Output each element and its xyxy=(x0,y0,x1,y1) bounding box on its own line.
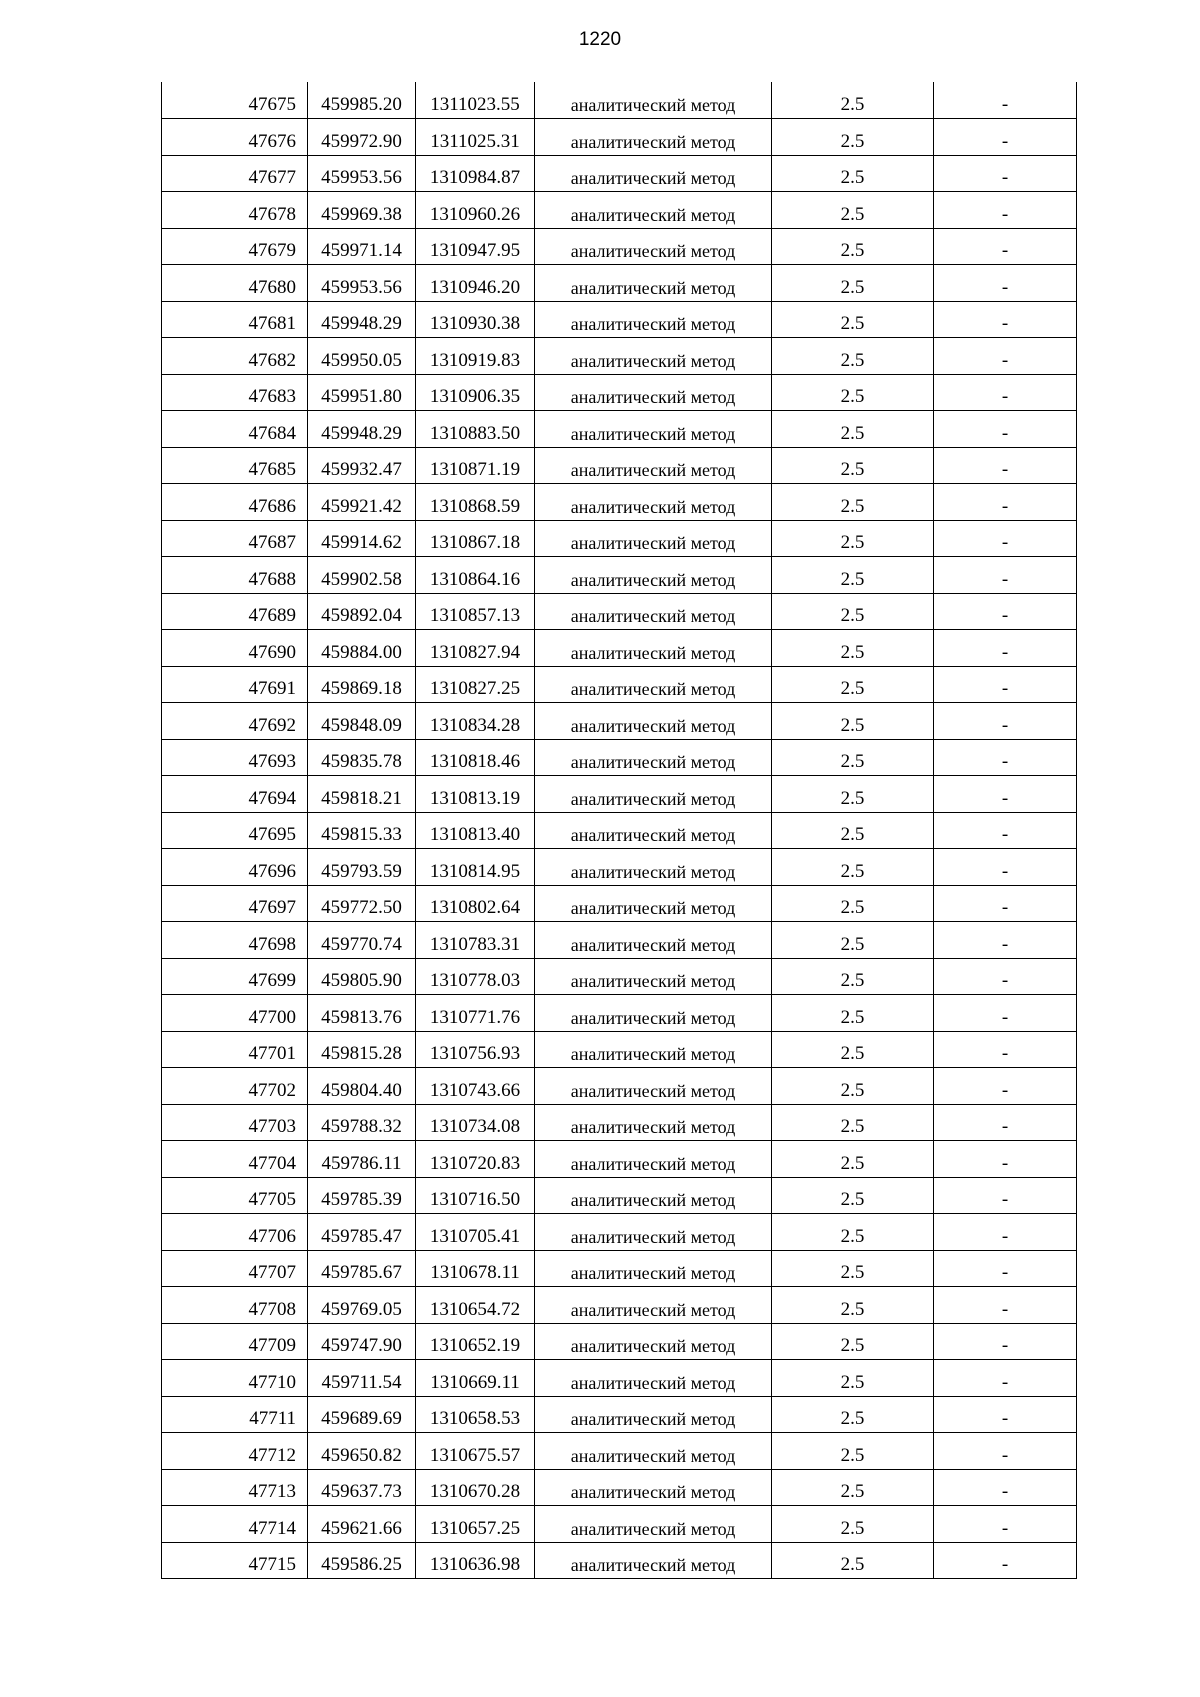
point-number-cell: 47691 xyxy=(162,666,308,703)
method-cell: аналитический метод xyxy=(535,557,772,594)
y-coordinate-cell: 1310834.28 xyxy=(416,703,535,740)
note-cell: - xyxy=(934,1396,1077,1433)
x-coordinate-cell: 459815.28 xyxy=(308,1031,416,1068)
point-number-cell: 47684 xyxy=(162,411,308,448)
table-row xyxy=(162,1360,1077,1397)
point-number-cell: 47694 xyxy=(162,776,308,813)
accuracy-cell: 2.5 xyxy=(772,849,934,886)
table-row xyxy=(162,1506,1077,1543)
method-cell: аналитический метод xyxy=(535,1469,772,1506)
method-cell: аналитический метод xyxy=(535,1214,772,1251)
point-number-cell: 47703 xyxy=(162,1104,308,1141)
y-coordinate-cell: 1310864.16 xyxy=(416,557,535,594)
y-coordinate-cell: 1310868.59 xyxy=(416,484,535,521)
method-cell: аналитический метод xyxy=(535,228,772,265)
note-cell: - xyxy=(934,739,1077,776)
y-coordinate-cell: 1310984.87 xyxy=(416,155,535,192)
y-coordinate-cell: 1310867.18 xyxy=(416,520,535,557)
point-number-cell: 47699 xyxy=(162,958,308,995)
x-coordinate-cell: 459818.21 xyxy=(308,776,416,813)
method-cell: аналитический метод xyxy=(535,1506,772,1543)
note-cell: - xyxy=(934,593,1077,630)
y-coordinate-cell: 1310883.50 xyxy=(416,411,535,448)
x-coordinate-cell: 459637.73 xyxy=(308,1469,416,1506)
accuracy-cell: 2.5 xyxy=(772,228,934,265)
point-number-cell: 47695 xyxy=(162,812,308,849)
table-row xyxy=(162,593,1077,630)
table-row xyxy=(162,1396,1077,1433)
y-coordinate-cell: 1310827.94 xyxy=(416,630,535,667)
table-row xyxy=(162,630,1077,667)
point-number-cell: 47675 xyxy=(162,82,308,119)
y-coordinate-cell: 1310705.41 xyxy=(416,1214,535,1251)
point-number-cell: 47701 xyxy=(162,1031,308,1068)
point-number-cell: 47698 xyxy=(162,922,308,959)
point-number-cell: 47692 xyxy=(162,703,308,740)
note-cell: - xyxy=(934,192,1077,229)
table-row xyxy=(162,338,1077,375)
x-coordinate-cell: 459953.56 xyxy=(308,265,416,302)
table-row xyxy=(162,1250,1077,1287)
note-cell: - xyxy=(934,301,1077,338)
accuracy-cell: 2.5 xyxy=(772,1360,934,1397)
point-number-cell: 47690 xyxy=(162,630,308,667)
method-cell: аналитический метод xyxy=(535,922,772,959)
note-cell: - xyxy=(934,1068,1077,1105)
point-number-cell: 47706 xyxy=(162,1214,308,1251)
y-coordinate-cell: 1310670.28 xyxy=(416,1469,535,1506)
x-coordinate-cell: 459788.32 xyxy=(308,1104,416,1141)
y-coordinate-cell: 1310930.38 xyxy=(416,301,535,338)
accuracy-cell: 2.5 xyxy=(772,1177,934,1214)
method-cell: аналитический метод xyxy=(535,1031,772,1068)
x-coordinate-cell: 459621.66 xyxy=(308,1506,416,1543)
accuracy-cell: 2.5 xyxy=(772,812,934,849)
table-row xyxy=(162,557,1077,594)
note-cell: - xyxy=(934,1433,1077,1470)
x-coordinate-cell: 459948.29 xyxy=(308,301,416,338)
point-number-cell: 47688 xyxy=(162,557,308,594)
method-cell: аналитический метод xyxy=(535,1396,772,1433)
method-cell: аналитический метод xyxy=(535,447,772,484)
method-cell: аналитический метод xyxy=(535,411,772,448)
table-row xyxy=(162,885,1077,922)
note-cell: - xyxy=(934,1177,1077,1214)
table-row xyxy=(162,812,1077,849)
table-row xyxy=(162,739,1077,776)
x-coordinate-cell: 459793.59 xyxy=(308,849,416,886)
accuracy-cell: 2.5 xyxy=(772,1396,934,1433)
accuracy-cell: 2.5 xyxy=(772,630,934,667)
method-cell: аналитический метод xyxy=(535,849,772,886)
point-number-cell: 47708 xyxy=(162,1287,308,1324)
table-row xyxy=(162,155,1077,192)
method-cell: аналитический метод xyxy=(535,666,772,703)
coordinates-table xyxy=(161,82,1077,1579)
y-coordinate-cell: 1311023.55 xyxy=(416,82,535,119)
table-row xyxy=(162,776,1077,813)
accuracy-cell: 2.5 xyxy=(772,338,934,375)
note-cell: - xyxy=(934,1323,1077,1360)
y-coordinate-cell: 1310857.13 xyxy=(416,593,535,630)
y-coordinate-cell: 1310960.26 xyxy=(416,192,535,229)
note-cell: - xyxy=(934,374,1077,411)
x-coordinate-cell: 459786.11 xyxy=(308,1141,416,1178)
y-coordinate-cell: 1310906.35 xyxy=(416,374,535,411)
accuracy-cell: 2.5 xyxy=(772,1542,934,1579)
point-number-cell: 47679 xyxy=(162,228,308,265)
accuracy-cell: 2.5 xyxy=(772,411,934,448)
method-cell: аналитический метод xyxy=(535,593,772,630)
x-coordinate-cell: 459805.90 xyxy=(308,958,416,995)
method-cell: аналитический метод xyxy=(535,265,772,302)
accuracy-cell: 2.5 xyxy=(772,995,934,1032)
y-coordinate-cell: 1310802.64 xyxy=(416,885,535,922)
note-cell: - xyxy=(934,484,1077,521)
accuracy-cell: 2.5 xyxy=(772,119,934,156)
y-coordinate-cell: 1310813.40 xyxy=(416,812,535,849)
x-coordinate-cell: 459785.67 xyxy=(308,1250,416,1287)
point-number-cell: 47689 xyxy=(162,593,308,630)
point-number-cell: 47704 xyxy=(162,1141,308,1178)
accuracy-cell: 2.5 xyxy=(772,265,934,302)
table-row xyxy=(162,1469,1077,1506)
x-coordinate-cell: 459785.47 xyxy=(308,1214,416,1251)
accuracy-cell: 2.5 xyxy=(772,1469,934,1506)
method-cell: аналитический метод xyxy=(535,995,772,1032)
method-cell: аналитический метод xyxy=(535,885,772,922)
x-coordinate-cell: 459772.50 xyxy=(308,885,416,922)
table-row xyxy=(162,82,1077,119)
note-cell: - xyxy=(934,776,1077,813)
note-cell: - xyxy=(934,812,1077,849)
accuracy-cell: 2.5 xyxy=(772,1031,934,1068)
accuracy-cell: 2.5 xyxy=(772,1506,934,1543)
method-cell: аналитический метод xyxy=(535,812,772,849)
note-cell: - xyxy=(934,228,1077,265)
point-number-cell: 47683 xyxy=(162,374,308,411)
y-coordinate-cell: 1310678.11 xyxy=(416,1250,535,1287)
point-number-cell: 47682 xyxy=(162,338,308,375)
method-cell: аналитический метод xyxy=(535,338,772,375)
table-row xyxy=(162,958,1077,995)
method-cell: аналитический метод xyxy=(535,82,772,119)
x-coordinate-cell: 459770.74 xyxy=(308,922,416,959)
accuracy-cell: 2.5 xyxy=(772,1214,934,1251)
y-coordinate-cell: 1310652.19 xyxy=(416,1323,535,1360)
y-coordinate-cell: 1310743.66 xyxy=(416,1068,535,1105)
x-coordinate-cell: 459711.54 xyxy=(308,1360,416,1397)
x-coordinate-cell: 459985.20 xyxy=(308,82,416,119)
y-coordinate-cell: 1310783.31 xyxy=(416,922,535,959)
y-coordinate-cell: 1311025.31 xyxy=(416,119,535,156)
table-row xyxy=(162,520,1077,557)
note-cell: - xyxy=(934,119,1077,156)
x-coordinate-cell: 459689.69 xyxy=(308,1396,416,1433)
table-row xyxy=(162,1542,1077,1579)
method-cell: аналитический метод xyxy=(535,1433,772,1470)
point-number-cell: 47693 xyxy=(162,739,308,776)
x-coordinate-cell: 459804.40 xyxy=(308,1068,416,1105)
x-coordinate-cell: 459932.47 xyxy=(308,447,416,484)
note-cell: - xyxy=(934,666,1077,703)
note-cell: - xyxy=(934,447,1077,484)
y-coordinate-cell: 1310734.08 xyxy=(416,1104,535,1141)
y-coordinate-cell: 1310871.19 xyxy=(416,447,535,484)
point-number-cell: 47714 xyxy=(162,1506,308,1543)
x-coordinate-cell: 459785.39 xyxy=(308,1177,416,1214)
x-coordinate-cell: 459972.90 xyxy=(308,119,416,156)
y-coordinate-cell: 1310947.95 xyxy=(416,228,535,265)
accuracy-cell: 2.5 xyxy=(772,958,934,995)
table-row xyxy=(162,849,1077,886)
method-cell: аналитический метод xyxy=(535,301,772,338)
table-row xyxy=(162,447,1077,484)
note-cell: - xyxy=(934,520,1077,557)
x-coordinate-cell: 459815.33 xyxy=(308,812,416,849)
point-number-cell: 47678 xyxy=(162,192,308,229)
y-coordinate-cell: 1310946.20 xyxy=(416,265,535,302)
table-row xyxy=(162,411,1077,448)
x-coordinate-cell: 459813.76 xyxy=(308,995,416,1032)
point-number-cell: 47687 xyxy=(162,520,308,557)
method-cell: аналитический метод xyxy=(535,1360,772,1397)
accuracy-cell: 2.5 xyxy=(772,1250,934,1287)
y-coordinate-cell: 1310654.72 xyxy=(416,1287,535,1324)
method-cell: аналитический метод xyxy=(535,703,772,740)
note-cell: - xyxy=(934,1360,1077,1397)
x-coordinate-cell: 459969.38 xyxy=(308,192,416,229)
x-coordinate-cell: 459848.09 xyxy=(308,703,416,740)
method-cell: аналитический метод xyxy=(535,1104,772,1141)
note-cell: - xyxy=(934,265,1077,302)
point-number-cell: 47676 xyxy=(162,119,308,156)
note-cell: - xyxy=(934,1031,1077,1068)
note-cell: - xyxy=(934,1250,1077,1287)
method-cell: аналитический метод xyxy=(535,1250,772,1287)
point-number-cell: 47711 xyxy=(162,1396,308,1433)
point-number-cell: 47696 xyxy=(162,849,308,886)
y-coordinate-cell: 1310675.57 xyxy=(416,1433,535,1470)
x-coordinate-cell: 459914.62 xyxy=(308,520,416,557)
accuracy-cell: 2.5 xyxy=(772,739,934,776)
note-cell: - xyxy=(934,1104,1077,1141)
x-coordinate-cell: 459835.78 xyxy=(308,739,416,776)
table-row xyxy=(162,922,1077,959)
method-cell: аналитический метод xyxy=(535,630,772,667)
accuracy-cell: 2.5 xyxy=(772,155,934,192)
method-cell: аналитический метод xyxy=(535,776,772,813)
table-row xyxy=(162,703,1077,740)
note-cell: - xyxy=(934,557,1077,594)
note-cell: - xyxy=(934,411,1077,448)
y-coordinate-cell: 1310658.53 xyxy=(416,1396,535,1433)
page-number: 1220 xyxy=(578,29,622,50)
table-row xyxy=(162,374,1077,411)
note-cell: - xyxy=(934,630,1077,667)
point-number-cell: 47702 xyxy=(162,1068,308,1105)
x-coordinate-cell: 459650.82 xyxy=(308,1433,416,1470)
accuracy-cell: 2.5 xyxy=(772,82,934,119)
point-number-cell: 47697 xyxy=(162,885,308,922)
table-row xyxy=(162,192,1077,229)
x-coordinate-cell: 459951.80 xyxy=(308,374,416,411)
y-coordinate-cell: 1310657.25 xyxy=(416,1506,535,1543)
x-coordinate-cell: 459769.05 xyxy=(308,1287,416,1324)
table-row xyxy=(162,484,1077,521)
point-number-cell: 47680 xyxy=(162,265,308,302)
table-row xyxy=(162,1287,1077,1324)
note-cell: - xyxy=(934,338,1077,375)
accuracy-cell: 2.5 xyxy=(772,557,934,594)
table-row xyxy=(162,1433,1077,1470)
table-row xyxy=(162,1031,1077,1068)
accuracy-cell: 2.5 xyxy=(772,1323,934,1360)
table-row xyxy=(162,228,1077,265)
method-cell: аналитический метод xyxy=(535,374,772,411)
method-cell: аналитический метод xyxy=(535,1542,772,1579)
y-coordinate-cell: 1310814.95 xyxy=(416,849,535,886)
table-row xyxy=(162,301,1077,338)
note-cell: - xyxy=(934,958,1077,995)
method-cell: аналитический метод xyxy=(535,119,772,156)
point-number-cell: 47710 xyxy=(162,1360,308,1397)
y-coordinate-cell: 1310771.76 xyxy=(416,995,535,1032)
accuracy-cell: 2.5 xyxy=(772,1433,934,1470)
note-cell: - xyxy=(934,995,1077,1032)
x-coordinate-cell: 459869.18 xyxy=(308,666,416,703)
y-coordinate-cell: 1310669.11 xyxy=(416,1360,535,1397)
x-coordinate-cell: 459892.04 xyxy=(308,593,416,630)
table-row xyxy=(162,1141,1077,1178)
coordinates-table-body xyxy=(162,82,1077,1579)
point-number-cell: 47713 xyxy=(162,1469,308,1506)
method-cell: аналитический метод xyxy=(535,155,772,192)
table-row xyxy=(162,265,1077,302)
table-row xyxy=(162,1214,1077,1251)
method-cell: аналитический метод xyxy=(535,1177,772,1214)
y-coordinate-cell: 1310827.25 xyxy=(416,666,535,703)
accuracy-cell: 2.5 xyxy=(772,1287,934,1324)
y-coordinate-cell: 1310756.93 xyxy=(416,1031,535,1068)
note-cell: - xyxy=(934,703,1077,740)
note-cell: - xyxy=(934,1141,1077,1178)
note-cell: - xyxy=(934,1506,1077,1543)
table-row xyxy=(162,1177,1077,1214)
note-cell: - xyxy=(934,1469,1077,1506)
point-number-cell: 47700 xyxy=(162,995,308,1032)
point-number-cell: 47712 xyxy=(162,1433,308,1470)
x-coordinate-cell: 459971.14 xyxy=(308,228,416,265)
method-cell: аналитический метод xyxy=(535,1323,772,1360)
x-coordinate-cell: 459921.42 xyxy=(308,484,416,521)
x-coordinate-cell: 459953.56 xyxy=(308,155,416,192)
method-cell: аналитический метод xyxy=(535,1287,772,1324)
accuracy-cell: 2.5 xyxy=(772,301,934,338)
table-row xyxy=(162,119,1077,156)
point-number-cell: 47715 xyxy=(162,1542,308,1579)
method-cell: аналитический метод xyxy=(535,484,772,521)
x-coordinate-cell: 459948.29 xyxy=(308,411,416,448)
y-coordinate-cell: 1310716.50 xyxy=(416,1177,535,1214)
accuracy-cell: 2.5 xyxy=(772,593,934,630)
note-cell: - xyxy=(934,1214,1077,1251)
y-coordinate-cell: 1310818.46 xyxy=(416,739,535,776)
method-cell: аналитический метод xyxy=(535,192,772,229)
accuracy-cell: 2.5 xyxy=(772,1141,934,1178)
point-number-cell: 47709 xyxy=(162,1323,308,1360)
note-cell: - xyxy=(934,885,1077,922)
table-row xyxy=(162,1104,1077,1141)
y-coordinate-cell: 1310636.98 xyxy=(416,1542,535,1579)
y-coordinate-cell: 1310919.83 xyxy=(416,338,535,375)
table-row xyxy=(162,1323,1077,1360)
accuracy-cell: 2.5 xyxy=(772,192,934,229)
accuracy-cell: 2.5 xyxy=(772,484,934,521)
note-cell: - xyxy=(934,1287,1077,1324)
accuracy-cell: 2.5 xyxy=(772,922,934,959)
accuracy-cell: 2.5 xyxy=(772,666,934,703)
accuracy-cell: 2.5 xyxy=(772,1068,934,1105)
x-coordinate-cell: 459902.58 xyxy=(308,557,416,594)
point-number-cell: 47681 xyxy=(162,301,308,338)
accuracy-cell: 2.5 xyxy=(772,447,934,484)
accuracy-cell: 2.5 xyxy=(772,1104,934,1141)
accuracy-cell: 2.5 xyxy=(772,520,934,557)
table-row xyxy=(162,666,1077,703)
accuracy-cell: 2.5 xyxy=(772,374,934,411)
note-cell: - xyxy=(934,1542,1077,1579)
point-number-cell: 47686 xyxy=(162,484,308,521)
table-row xyxy=(162,995,1077,1032)
method-cell: аналитический метод xyxy=(535,520,772,557)
point-number-cell: 47705 xyxy=(162,1177,308,1214)
note-cell: - xyxy=(934,922,1077,959)
x-coordinate-cell: 459950.05 xyxy=(308,338,416,375)
accuracy-cell: 2.5 xyxy=(772,885,934,922)
accuracy-cell: 2.5 xyxy=(772,703,934,740)
note-cell: - xyxy=(934,849,1077,886)
point-number-cell: 47685 xyxy=(162,447,308,484)
method-cell: аналитический метод xyxy=(535,1068,772,1105)
x-coordinate-cell: 459884.00 xyxy=(308,630,416,667)
method-cell: аналитический метод xyxy=(535,739,772,776)
point-number-cell: 47677 xyxy=(162,155,308,192)
table-row xyxy=(162,1068,1077,1105)
y-coordinate-cell: 1310778.03 xyxy=(416,958,535,995)
note-cell: - xyxy=(934,82,1077,119)
y-coordinate-cell: 1310720.83 xyxy=(416,1141,535,1178)
x-coordinate-cell: 459586.25 xyxy=(308,1542,416,1579)
x-coordinate-cell: 459747.90 xyxy=(308,1323,416,1360)
point-number-cell: 47707 xyxy=(162,1250,308,1287)
method-cell: аналитический метод xyxy=(535,958,772,995)
y-coordinate-cell: 1310813.19 xyxy=(416,776,535,813)
method-cell: аналитический метод xyxy=(535,1141,772,1178)
accuracy-cell: 2.5 xyxy=(772,776,934,813)
note-cell: - xyxy=(934,155,1077,192)
